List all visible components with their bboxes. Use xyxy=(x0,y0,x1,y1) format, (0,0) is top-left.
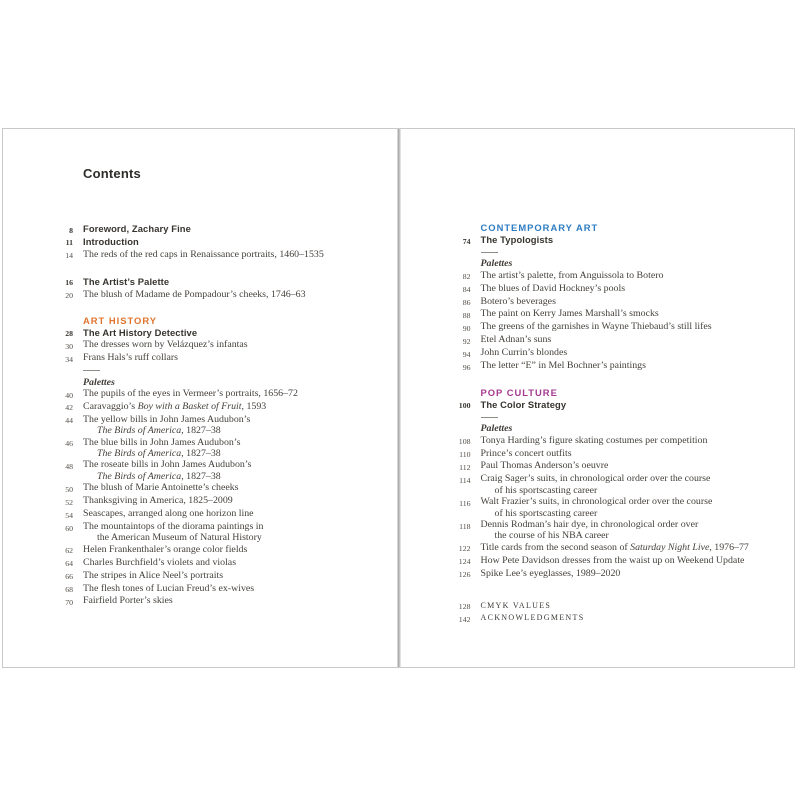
page-number-blank xyxy=(445,258,471,260)
entry-text xyxy=(83,557,236,568)
palettes-label: Palettes xyxy=(480,423,513,435)
page-number: 86 xyxy=(462,298,471,308)
entry-text xyxy=(481,555,745,566)
palettes-label: Palettes xyxy=(480,258,513,270)
backmatter-label: CMYK VALUES xyxy=(480,600,552,610)
entry-text xyxy=(83,521,263,544)
entry-line: The Artist’s Palette xyxy=(83,275,170,287)
page-number: 40 xyxy=(65,390,73,400)
toc-entry xyxy=(445,473,783,496)
entry-text xyxy=(83,595,173,606)
toc-entry xyxy=(445,283,783,296)
entry-text xyxy=(481,270,664,281)
entry-line: Prince’s concert outfits xyxy=(480,447,572,459)
entry-line: the American Museum of Natural History xyxy=(97,532,262,544)
page-number: 126 xyxy=(458,570,471,580)
entry-line: Thanksgiving in America, 1825–2009 xyxy=(83,495,233,507)
entry-line: Seascapes, arranged along one horizon line xyxy=(83,508,254,520)
toc-entry xyxy=(47,437,385,460)
entry-group-divider xyxy=(481,412,783,423)
page-number: 28 xyxy=(65,329,73,339)
backmatter-entry xyxy=(445,600,783,613)
palettes-label-row xyxy=(445,258,783,269)
entry-line: The Birds of America, 1827–38 xyxy=(97,425,221,437)
entry-text xyxy=(481,334,552,345)
entry-line: Fairfield Porter’s skies xyxy=(83,595,173,607)
entry-text xyxy=(481,519,699,542)
entry-text xyxy=(83,236,139,247)
toc-entry xyxy=(445,555,783,568)
page-number: 68 xyxy=(65,585,73,595)
page-number: 96 xyxy=(462,362,471,372)
backmatter-entry xyxy=(445,612,783,625)
toc-entry xyxy=(47,327,385,340)
toc-entry xyxy=(47,223,385,236)
spacer xyxy=(445,373,783,386)
page-number: 94 xyxy=(462,349,471,359)
page-number: 8 xyxy=(69,225,73,235)
entry-text xyxy=(481,360,646,371)
toc-entry xyxy=(445,542,783,555)
toc-entry xyxy=(47,557,385,570)
entry-line: The pupils of the eyes in Vermeer’s portraits, 1656–72 xyxy=(83,388,298,400)
toc-entry xyxy=(47,249,385,262)
entry-line: Introduction xyxy=(83,235,139,247)
page-number: 92 xyxy=(462,336,471,346)
toc-entry xyxy=(47,521,385,544)
page-number-blank xyxy=(47,377,73,379)
entry-text xyxy=(481,435,708,446)
page-number: 52 xyxy=(65,497,73,507)
toc-spread xyxy=(2,128,795,668)
entry-text xyxy=(83,414,250,437)
page-number: 30 xyxy=(65,341,73,351)
page-number: 90 xyxy=(462,323,471,333)
page-number: 42 xyxy=(65,403,73,413)
divider-line xyxy=(83,370,100,371)
entry-line: The reds of the red caps in Renaissance portraits, 1460–1535 xyxy=(83,248,324,260)
entry-text xyxy=(83,495,233,506)
toc-entry xyxy=(445,568,783,581)
toc-entry xyxy=(445,448,783,461)
entry-text xyxy=(481,321,712,332)
page-number: 48 xyxy=(65,461,73,471)
toc-entry xyxy=(445,496,783,519)
entry-group-divider xyxy=(83,365,385,376)
page-number: 82 xyxy=(462,272,471,282)
entry-line: the course of his NBA career xyxy=(494,530,609,542)
entry-line: Dennis Rodman’s hair dye, in chronological order over xyxy=(480,519,699,530)
section-heading: POP CULTURE xyxy=(480,386,558,398)
page-number: 16 xyxy=(65,278,73,288)
entry-line: The roseate bills in John James Audubon’s xyxy=(83,459,252,471)
entry-line: Title cards from the second season of Saturday Night Live, 1976–77 xyxy=(480,541,749,553)
entry-line: The dresses worn by Velázquez’s infantas xyxy=(83,339,248,351)
spacer xyxy=(47,181,385,223)
entry-text xyxy=(83,401,266,412)
toc-entry xyxy=(47,236,385,249)
toc-entry xyxy=(47,401,385,414)
page-number: 118 xyxy=(459,521,471,531)
page-number: 14 xyxy=(65,251,73,261)
toc-entry xyxy=(445,296,783,309)
entry-text xyxy=(481,460,609,471)
entry-text xyxy=(83,544,247,555)
page-number: 50 xyxy=(65,484,73,494)
toc-right-page xyxy=(401,129,795,667)
entry-text xyxy=(83,508,254,519)
toc-entry xyxy=(47,544,385,557)
divider-line xyxy=(481,417,498,418)
page-number: 70 xyxy=(65,597,73,607)
page-number-blank xyxy=(445,423,471,425)
page-number: 11 xyxy=(65,238,73,248)
toc-entry xyxy=(445,347,783,360)
page-number: 100 xyxy=(458,401,471,411)
entry-text xyxy=(481,234,554,245)
toc-entry xyxy=(445,435,783,448)
entry-line: Foreword, Zachary Fine xyxy=(83,223,191,234)
entry-line: Walt Frazier’s suits, in chronological order over the course xyxy=(480,496,713,508)
toc-entry xyxy=(445,360,783,373)
palettes-label-row xyxy=(47,377,385,388)
entry-text xyxy=(83,223,191,234)
right-page-entries xyxy=(445,221,783,625)
toc-entry xyxy=(47,388,385,401)
entry-line: Tonya Harding’s figure skating costumes per competition xyxy=(480,434,708,446)
toc-entry xyxy=(445,460,783,473)
entry-text xyxy=(83,249,324,260)
entry-line: The Birds of America, 1827–38 xyxy=(97,448,221,460)
toc-left-page xyxy=(3,129,397,667)
toc-entry xyxy=(445,519,783,542)
entry-text xyxy=(83,437,240,460)
entry-text xyxy=(481,283,626,294)
toc-entry xyxy=(47,595,385,608)
entry-line: The blush of Madame de Pompadour’s cheeks, 1746–63 xyxy=(83,288,306,300)
entry-text xyxy=(481,308,659,319)
entry-line: The artist’s palette, from Anguissola to Botero xyxy=(480,269,664,281)
entry-text xyxy=(83,327,197,338)
toc-entry xyxy=(47,482,385,495)
page-number: 54 xyxy=(65,510,73,520)
entry-line: The blue bills in John James Audubon’s xyxy=(83,436,241,448)
toc-entry xyxy=(47,570,385,583)
spacer xyxy=(47,262,385,276)
entry-text xyxy=(481,399,567,410)
entry-text xyxy=(481,473,711,496)
toc-entry xyxy=(47,289,385,302)
toc-entry xyxy=(47,583,385,596)
toc-entry xyxy=(47,339,385,352)
entry-line: How Pete Davidson dresses from the waist up on Weekend Update xyxy=(480,554,745,566)
entry-line: Frans Hals’s ruff collars xyxy=(83,352,178,364)
toc-entry xyxy=(445,308,783,321)
page-number: 64 xyxy=(65,559,73,569)
entry-line: The paint on Kerry James Marshall’s smocks xyxy=(480,308,659,320)
toc-entry xyxy=(47,495,385,508)
entry-line: The Color Strategy xyxy=(480,398,567,410)
entry-line: Spike Lee’s eyeglasses, 1989–2020 xyxy=(480,567,621,579)
page-number: 20 xyxy=(65,291,73,301)
entry-text xyxy=(481,347,568,358)
entry-line: The stripes in Alice Neel’s portraits xyxy=(83,569,224,581)
page-number: 122 xyxy=(458,544,471,554)
toc-entry xyxy=(47,459,385,482)
page-number: 62 xyxy=(65,546,73,556)
toc-entry xyxy=(445,270,783,283)
divider-line xyxy=(481,252,498,253)
page-number: 88 xyxy=(462,310,471,320)
section-heading: CONTEMPORARY ART xyxy=(480,222,599,233)
toc-entry xyxy=(47,414,385,437)
entry-text xyxy=(481,448,572,459)
entry-text xyxy=(83,339,248,350)
entry-line: Paul Thomas Anderson’s oeuvre xyxy=(480,460,609,472)
entry-text xyxy=(83,289,306,300)
page-number: 112 xyxy=(459,462,471,472)
toc-entry xyxy=(47,508,385,521)
entry-line: The Birds of America, 1827–38 xyxy=(97,470,221,482)
left-page-entries xyxy=(47,181,385,608)
entry-line: John Currin’s blondes xyxy=(480,347,568,359)
entry-line: Botero’s beverages xyxy=(480,295,556,307)
contents-title: Contents xyxy=(83,166,141,181)
entry-line: Caravaggio’s Boy with a Basket of Fruit, 1593 xyxy=(83,400,267,412)
page-number: 74 xyxy=(462,236,471,246)
palettes-label: Palettes xyxy=(83,376,115,388)
page-number: 108 xyxy=(458,437,471,447)
entry-line: The flesh tones of Lucian Freud’s ex-wives xyxy=(83,582,255,594)
toc-entry xyxy=(47,276,385,289)
entry-line: The greens of the garnishes in Wayne Thiebaud’s still lifes xyxy=(480,321,712,333)
palettes-label-row xyxy=(445,423,783,434)
toc-entry xyxy=(445,321,783,334)
toc-entry xyxy=(47,352,385,365)
entry-line: The Art History Detective xyxy=(83,326,198,338)
entry-line: Charles Burchfield’s violets and violas xyxy=(83,556,237,568)
entry-text xyxy=(83,276,169,287)
entry-text xyxy=(481,542,749,553)
entry-line: of his sportscasting career xyxy=(494,484,598,496)
page-number: 142 xyxy=(458,614,471,624)
entry-line: The blues of David Hockney’s pools xyxy=(480,282,626,294)
page-number: 116 xyxy=(459,498,471,508)
spacer xyxy=(445,581,783,600)
entry-text xyxy=(481,568,621,579)
entry-text xyxy=(83,352,178,363)
entry-text xyxy=(83,482,239,493)
entry-line: The letter “E” in Mel Bochner’s paintings xyxy=(480,360,646,372)
entry-text xyxy=(481,496,713,519)
toc-entry xyxy=(445,399,783,412)
toc-entry xyxy=(445,234,783,247)
page-number: 46 xyxy=(65,439,73,449)
page-number: 128 xyxy=(458,602,471,612)
entry-line: The Typologists xyxy=(480,234,554,245)
spacer xyxy=(47,302,385,314)
entry-line: Craig Sager’s suits, in chronological order over the course xyxy=(480,473,711,485)
page-number: 60 xyxy=(65,523,73,533)
entry-group-divider xyxy=(481,247,783,258)
page-number: 66 xyxy=(65,572,73,582)
page-number: 110 xyxy=(459,450,471,460)
entry-text xyxy=(481,296,556,307)
entry-line: of his sportscasting career xyxy=(494,507,598,519)
entry-line: The blush of Marie Antoinette’s cheeks xyxy=(83,482,239,494)
entry-text xyxy=(83,583,254,594)
entry-line: Helen Frankenthaler’s orange color fields xyxy=(83,543,248,555)
entry-text xyxy=(83,388,298,399)
page-number: 84 xyxy=(462,285,471,295)
section-heading: ART HISTORY xyxy=(83,314,158,326)
entry-line: The yellow bills in John James Audubon’s xyxy=(83,413,251,425)
page-number: 44 xyxy=(65,416,73,426)
entry-line: Etel Adnan’s suns xyxy=(480,334,552,346)
toc-entry xyxy=(445,334,783,347)
page-number: 114 xyxy=(459,475,471,485)
entry-text xyxy=(83,459,251,482)
page-number: 34 xyxy=(65,354,73,364)
entry-line: The mountaintops of the diorama paintings in xyxy=(83,521,264,533)
entry-text xyxy=(83,570,223,581)
page-number: 124 xyxy=(458,557,471,567)
backmatter-label: ACKNOWLEDGMENTS xyxy=(480,613,585,623)
